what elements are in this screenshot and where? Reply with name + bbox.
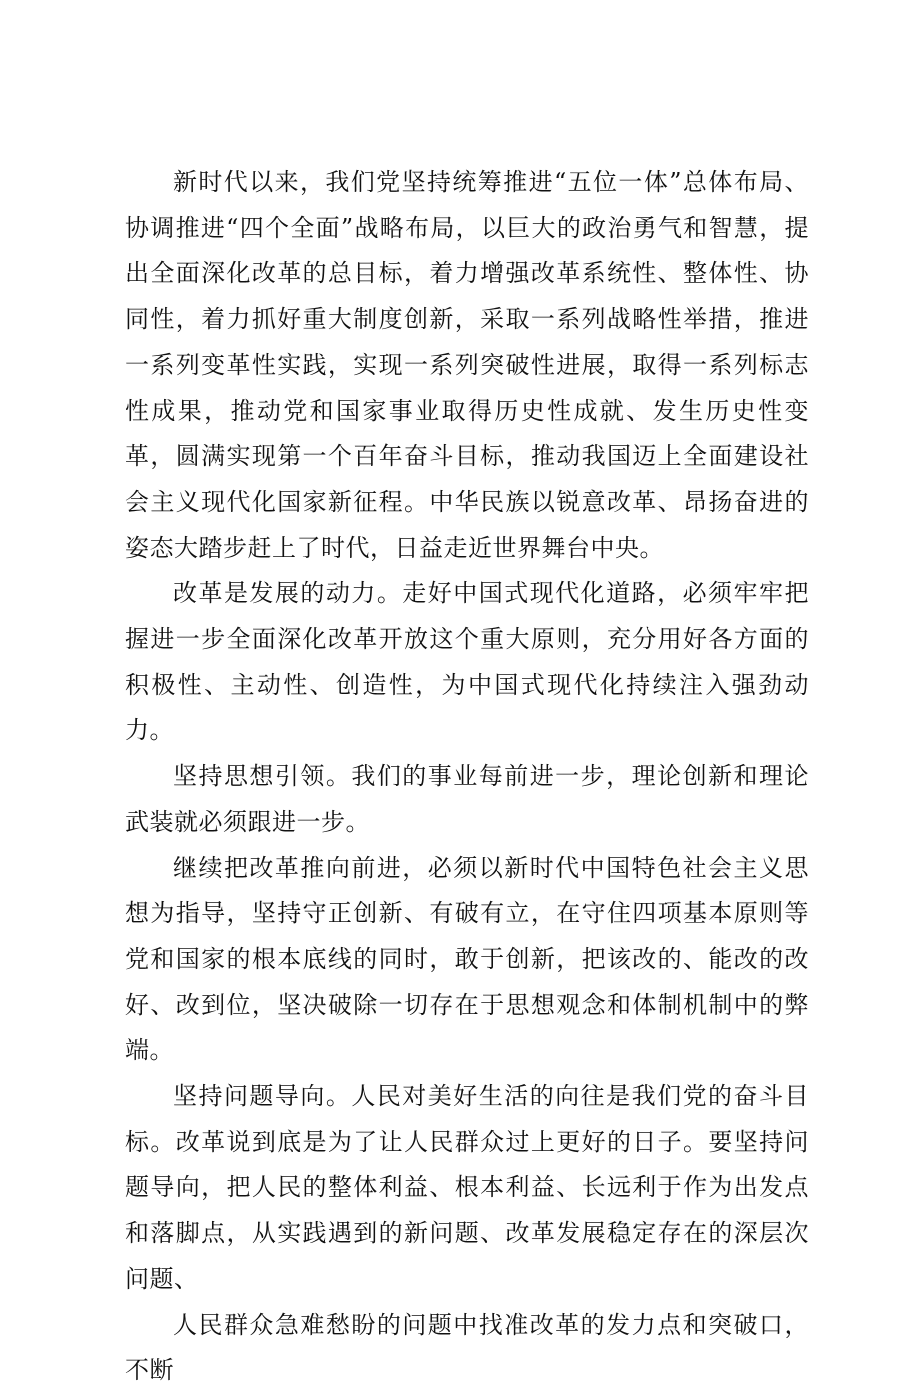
paragraph-4: 继续把改革推向前进，必须以新时代中国特色社会主义思想为指导，坚持守正创新、有破有立，在守住四项基本原则等党和国家的根本底线的同时，敢于创新，把该改的、能改的改好、改到位，坚决破除一切存在于思想观念和体制机制中的弊端。 [125,853,809,1065]
paragraph-5: 坚持问题导向。人民对美好生活的向往是我们党的奋斗目标。改革说到底是为了让人民群众过上更好的日子。要坚持问题导向，把人民的整体利益、根本利益、长远利于作为出发点和落脚点，从实践遇到的新问题、改革发展稳定存在的深层次问题、 [125,1082,809,1293]
paragraph-2: 改革是发展的动力。走好中国式现代化道路，必须牢牢把握进一步全面深化改革开放这个重大原则，充分用好各方面的积极性、主动性、创造性，为中国式现代化持续注入强劲动力。 [125,579,809,745]
document-body [125,160,809,1394]
paragraph-1: 新时代以来，我们党坚持统筹推进“五位一体”总体布局、协调推进“四个全面”战略布局，以巨大的政治勇气和智慧，提出全面深化改革的总目标，着力增强改革系统性、整体性、协同性，着力抓好重大制度创新，采取一系列战略性举措，推进一系列变革性实践，实现一系列突破性进展，取得一系列标志性成果，推动党和国家事业取得历史性成就、发生历史性变革，圆满实现第一个百年奋斗目标，推动我国迈上全面建设社会主义现代化国家新征程。中华民族以锐意改革、昂扬奋进的姿态大踏步赶上了时代，日益走近世界舞台中央。 [125,168,809,562]
paragraph-6: 人民群众急难愁盼的问题中找准改革的发力点和突破口，不断 [125,1310,809,1385]
paragraph-3: 坚持思想引领。我们的事业每前进一步，理论创新和理论武装就必须跟进一步。 [125,762,809,836]
